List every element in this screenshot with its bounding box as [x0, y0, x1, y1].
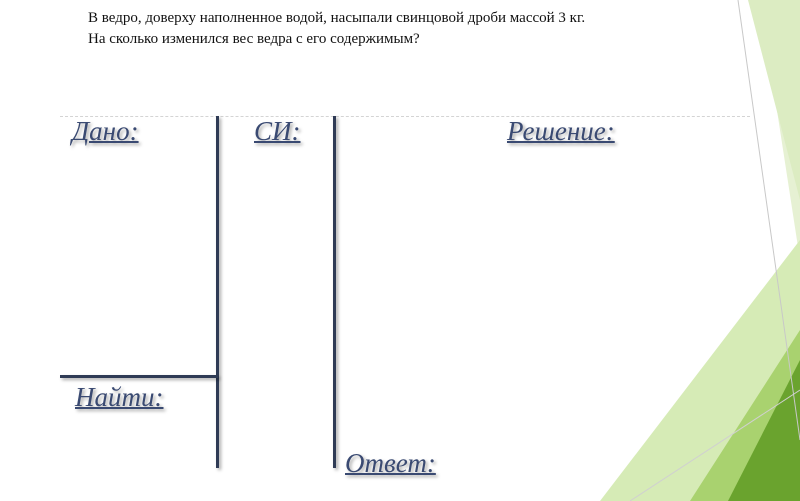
divider-given-find	[60, 375, 218, 378]
decor-light-band	[748, 0, 800, 200]
si-heading: СИ:	[254, 116, 301, 146]
solution-heading: Решение:	[507, 116, 615, 146]
divider-si-solution	[333, 116, 336, 468]
top-dashed-divider	[60, 116, 750, 117]
problem-line-1: В ведро, доверху наполненное водой, насыпали свинцовой дроби массой 3 кг.	[88, 10, 586, 26]
divider-given-si	[216, 116, 219, 468]
answer-heading: Ответ:	[345, 448, 436, 478]
problem-line-2: На сколько изменился вес ведра с его содержимым?	[88, 31, 420, 47]
find-heading: Найти:	[75, 382, 164, 412]
problem-statement	[88, 8, 708, 50]
given-heading: Дано:	[72, 116, 139, 146]
